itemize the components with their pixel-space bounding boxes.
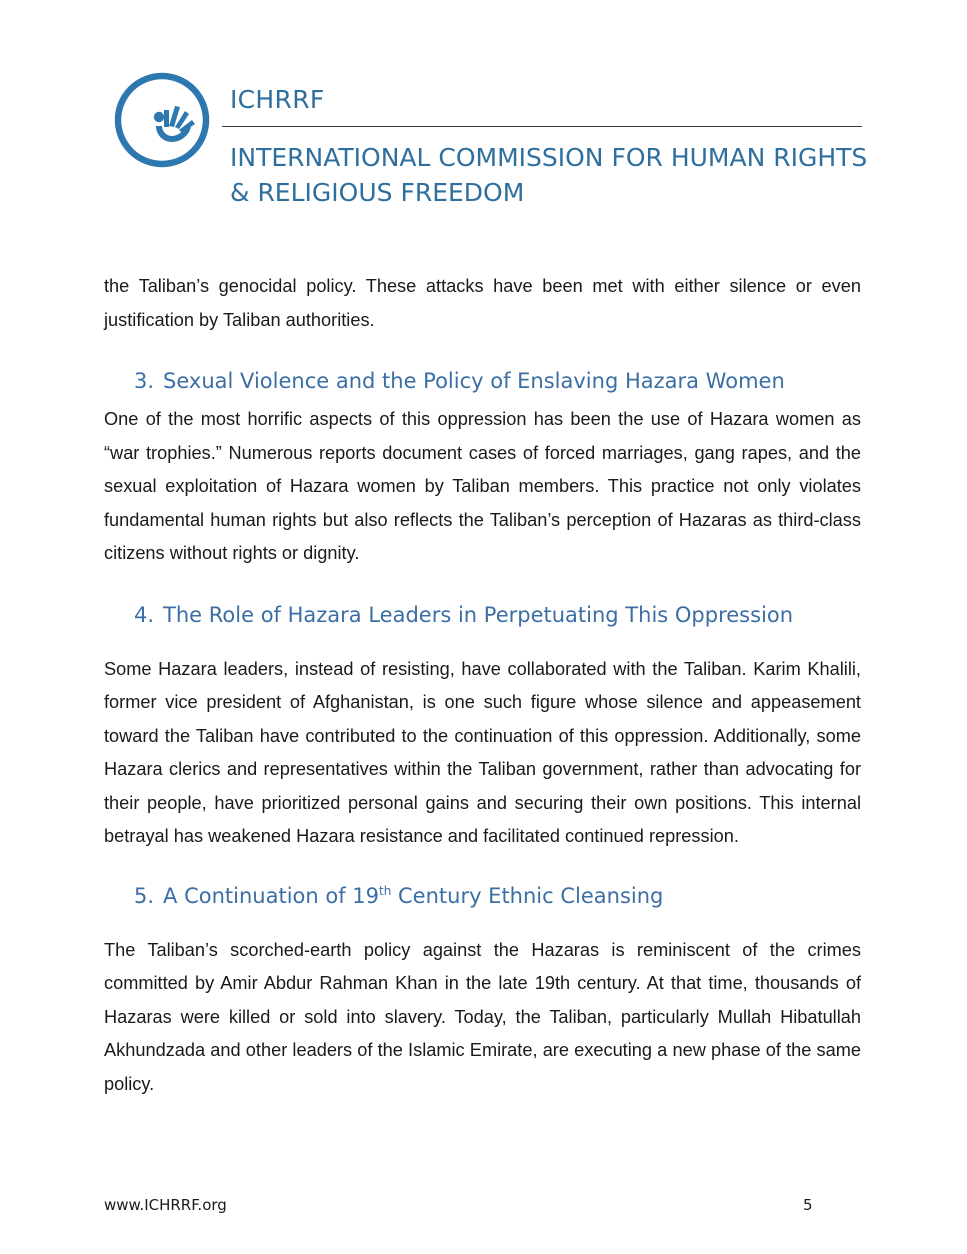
section-heading-3 [104,359,861,403]
document-body [104,270,861,1101]
page-header [112,70,872,220]
section-title-part: Century Ethnic Cleansing [391,883,664,908]
section-number: 5. [134,883,155,908]
section-title-superscript: th [379,883,392,898]
section-title: Sexual Violence and the Policy of Enslaving Hazara Women [163,369,785,393]
org-short-name: ICHRRF [230,85,325,114]
org-full-name: INTERNATIONAL COMMISSION FOR HUMAN RIGHTS & RELIGIOUS FREEDOM [230,143,868,207]
footer-website: www.ICHRRF.org [104,1196,227,1214]
section-3-paragraph: One of the most horrific aspects of this oppression has been the use of Hazara women as “war trophies.” Numerous reports document cases of forced marriages, gang rapes, and the sexual exploitation of Hazara women by Taliban members. This practice not only violates fundamental human rights but also reflects the Taliban’s perception of Hazaras as third-class citizens without rights or dignity. [104,409,861,563]
header-divider [222,126,862,127]
page-number: 5 [803,1196,813,1214]
intro-paragraph: the Taliban’s genocidal policy. These attacks have been met with either silence or even justification by Taliban authorities. [104,276,861,330]
section-heading-4 [104,593,861,637]
section-number: 3. [134,369,155,393]
section-title: The Role of Hazara Leaders in Perpetuating This Oppression [163,602,794,627]
ichrrf-logo [112,70,212,170]
section-4-paragraph: Some Hazara leaders, instead of resisting, have collaborated with the Taliban. Karim Khalili, former vice president of Afghanistan, is one such figure whose silence and appeasement toward the Taliban have contributed to the continuation of this oppression. Additionally, some Hazara clerics and representatives within the Taliban government, rather than advocating for their people, have prioritized personal gains and securing their own positions. This internal betrayal has weakened Hazara resistance and facilitated continued repression. [104,658,861,846]
section-number: 4. [134,602,155,627]
section-5-paragraph: The Taliban’s scorched-earth policy against the Hazaras is reminiscent of the crimes committed by Amir Abdur Rahman Khan in the late 19th century. At that time, thousands of Hazaras were killed or sold into slavery. Today, the Taliban, particularly Mullah Hibatullah Akhundzada and other leaders of the Islamic Emirate, are executing a new phase of the same policy. [104,939,861,1094]
section-heading-5 [104,874,861,918]
section-title-part: A Continuation of 19 [163,883,380,908]
